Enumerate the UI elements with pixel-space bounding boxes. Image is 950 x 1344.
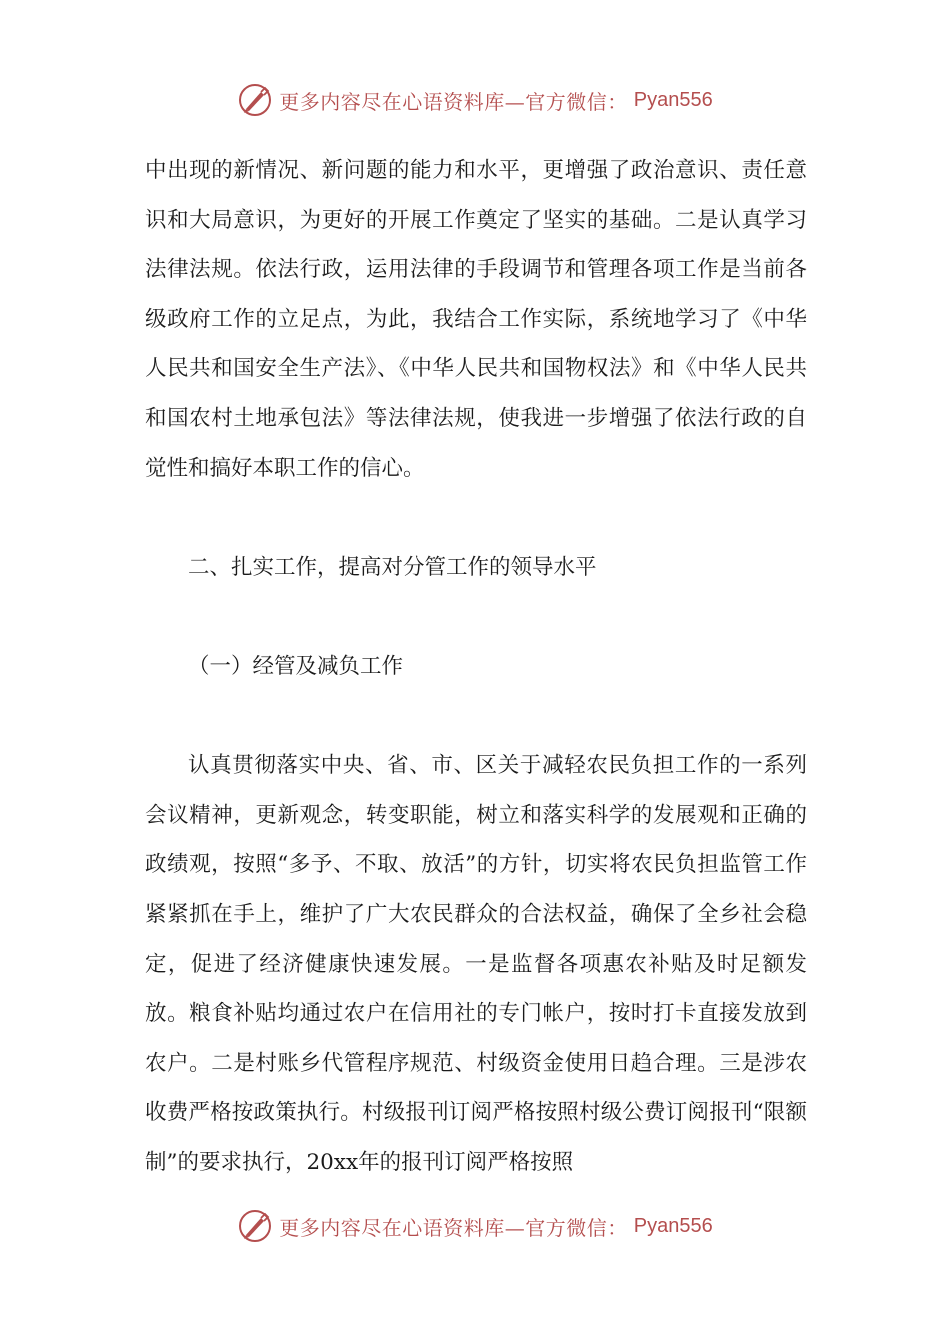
paragraph-workload: 认真贯彻落实中央、省、市、区关于减轻农民负担工作的一系列会议精神，更新观念，转变职能，树立和落实科学的发展观和正确的政绩观，按照“多予、不取、放活”的方针，切实将农民负担监管工作紧紧抓在手上，维护了广大农民群众的合法权益，确保了全乡社会稳定，促进了经济健康快速发展。一是监督各项惠农补贴及时足额发放。粮食补贴均通过农户在信用社的专门帐户，按时打卡直接发放到农户。二是村账乡代管程序规范、村级资金使用日趋合理。三是涉农收费严格按政策执行。村级报刊订阅严格按照村级公费订阅报刊“限额制”的要求执行，20xx年的报刊订阅严格按照 bbox=[145, 753, 807, 1175]
document-body bbox=[145, 146, 807, 1187]
footer-banner-handle: Pyan556 bbox=[633, 1214, 713, 1237]
footer-banner-text: 更多内容尽在心语资料库—官方微信： bbox=[279, 1215, 628, 1240]
paragraph-continued: 中出现的新情况、新问题的能力和水平，更增强了政治意识、责任意识和大局意识，为更好的开展工作奠定了坚实的基础。二是认真学习法律法规。依法行政，运用法律的手段调节和管理各项工作是当前各级政府工作的立足点，为此，我结合工作实际，系统地学习了《中华人民共和国安全生产法》、《中华人民共和国物权法》和《中华人民共和国农村土地承包法》等法律法规，使我进一步增强了依法行政的自觉性和搞好本职工作的信心。 bbox=[145, 158, 807, 481]
header-banner-text: 更多内容尽在心语资料库—官方微信： bbox=[279, 89, 628, 114]
footer-banner bbox=[0, 1208, 950, 1244]
section-heading-2: 二、扎实工作，提高对分管工作的领导水平 bbox=[188, 554, 597, 580]
pen-logo-icon bbox=[237, 82, 273, 118]
subsection-heading-1: （一）经管及减负工作 bbox=[188, 653, 404, 679]
pen-logo-icon bbox=[237, 1208, 273, 1244]
header-banner bbox=[0, 82, 950, 118]
header-banner-handle: Pyan556 bbox=[633, 88, 713, 111]
